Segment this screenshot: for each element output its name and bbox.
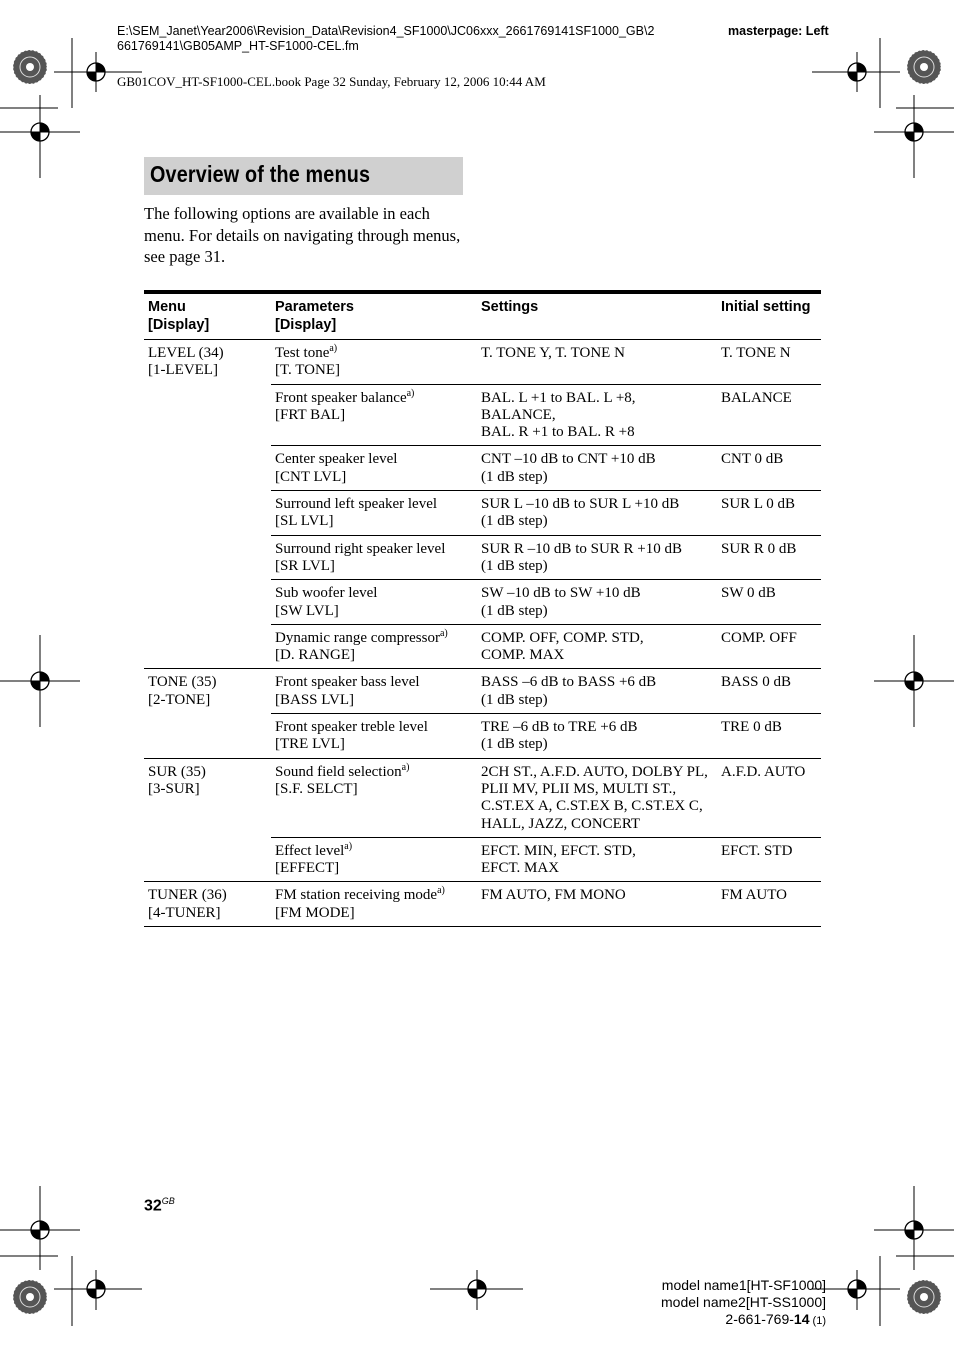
parameter-line (275, 345, 473, 362)
parameter-cell (271, 384, 477, 446)
initial-setting-cell: COMP. OFF (721, 629, 797, 646)
menu-name: LEVEL (34) (148, 345, 224, 361)
page-number-value: 32 (144, 1197, 162, 1215)
parameter-name: Sub woofer level (275, 585, 378, 602)
section-title-bar (144, 157, 463, 195)
parameter-name: Dynamic range compressor (275, 629, 440, 646)
parameter-display: [TRE LVL] (275, 736, 345, 753)
settings-line: EFCT. MAX (481, 860, 560, 877)
parameter-cell (271, 669, 477, 714)
menu-name: SUR (35) (148, 763, 206, 780)
settings-line: HALL, JAZZ, CONCERT (481, 815, 641, 832)
footnote-marker: a) (344, 840, 353, 852)
footnote-marker: a) (401, 761, 410, 773)
initial-setting-cell: SUR R 0 dB (717, 535, 821, 580)
parameter-line (275, 585, 473, 602)
settings-line: EFCT. MIN, EFCT. STD, (481, 842, 636, 859)
header-param-display: [Display] (275, 316, 337, 333)
footnote-marker: a) (406, 387, 415, 399)
settings-line: (1 dB step) (481, 468, 548, 485)
initial-setting-cell: A.F.D. AUTO (717, 758, 821, 837)
header-menu-display: [Display] (148, 316, 210, 333)
intro-paragraph: The following options are available in each menu. For details on navigating through menus, see page 31. (144, 204, 461, 266)
table-body (144, 340, 821, 927)
parameter-display: [SW LVL] (275, 602, 339, 619)
settings-line: BAL. R +1 to BAL. R +8 (481, 424, 635, 441)
footnote-marker: a) (329, 343, 338, 354)
initial-setting-cell: SUR L 0 dB (717, 491, 821, 536)
settings-cell (477, 384, 717, 446)
initial-setting-cell: EFCT. STD (721, 842, 793, 859)
parameter-line (275, 674, 473, 691)
settings-line: (1 dB step) (481, 557, 548, 574)
initial-setting-cell: BASS 0 dB (717, 669, 821, 714)
settings-line: BASS –6 dB to BASS +6 dB (481, 674, 657, 691)
settings-line: COMP. OFF, COMP. STD, (481, 629, 644, 646)
header-parameters (271, 292, 477, 340)
parameter-name: Effect level (275, 842, 345, 859)
file-path-header (117, 24, 654, 54)
settings-line: T. TONE Y, T. TONE N (481, 345, 625, 361)
menu-cell (144, 758, 271, 882)
settings-line: CNT –10 dB to CNT +10 dB (481, 451, 656, 468)
settings-cell (477, 446, 717, 491)
parameter-cell (271, 535, 477, 580)
parameter-display: [CNT LVL] (275, 468, 347, 485)
masterpage-label: masterpage: Left (728, 24, 829, 38)
part-code-suffix: (1) (809, 1315, 826, 1327)
settings-cell (477, 714, 717, 759)
table-row (144, 669, 821, 714)
parameter-line (275, 627, 473, 647)
part-code (661, 1311, 826, 1330)
parameter-cell (271, 882, 477, 927)
parameter-display: [BASS LVL] (275, 691, 355, 708)
parameter-cell (271, 340, 477, 385)
settings-cell (477, 624, 717, 669)
parameter-display: [S.F. SELCT] (275, 780, 358, 797)
parameter-name: Surround left speaker level (275, 496, 438, 513)
settings-line: C.ST.EX A, C.ST.EX B, C.ST.EX C, (481, 798, 703, 815)
table-row (144, 340, 821, 385)
initial-setting-cell: BALANCE (717, 384, 821, 446)
settings-cell (477, 535, 717, 580)
parameter-display: [FM MODE] (275, 904, 355, 921)
page-number (144, 1196, 175, 1215)
parameter-display: [D. RANGE] (275, 647, 355, 664)
parameter-name: Test tone (275, 345, 330, 361)
parameter-line (275, 541, 473, 558)
settings-line: SUR R –10 dB to SUR R +10 dB (481, 540, 683, 557)
header-menu-label: Menu (148, 299, 186, 315)
menu-name: TONE (35) (148, 674, 217, 691)
parameter-display: [T. TONE] (275, 362, 340, 379)
parameter-name: Front speaker treble level (275, 719, 428, 736)
table-header-row (144, 292, 821, 340)
parameter-cell (271, 758, 477, 837)
parameter-display: [SR LVL] (275, 557, 335, 574)
initial-setting-cell: FM AUTO (721, 887, 787, 904)
settings-line: FM AUTO, FM MONO (481, 887, 626, 904)
settings-line: (1 dB step) (481, 602, 548, 619)
footnote-marker: a) (437, 885, 445, 897)
settings-cell (477, 669, 717, 714)
parameter-line (275, 761, 473, 781)
settings-line: SW –10 dB to SW +10 dB (481, 585, 641, 602)
parameter-display: [SL LVL] (275, 513, 334, 530)
parameter-name: Front speaker bass level (275, 674, 420, 691)
settings-line: BAL. L +1 to BAL. L +8, BALANCE, (481, 389, 636, 423)
settings-line: SUR L –10 dB to SUR L +10 dB (481, 496, 680, 513)
parameter-line (275, 887, 473, 904)
menu-cell (144, 882, 271, 927)
parameter-cell (271, 624, 477, 669)
initial-setting-cell: SW 0 dB (717, 580, 821, 625)
parameter-name: Surround right speaker level (275, 540, 446, 557)
page-number-suffix: GB (161, 1196, 175, 1206)
settings-line: (1 dB step) (481, 513, 548, 530)
parameter-cell (271, 837, 477, 882)
parameter-line (275, 840, 473, 860)
parameter-name: Front speaker balance (275, 389, 407, 406)
parameter-name: FM station receiving mode (275, 887, 438, 904)
menu-cell (144, 669, 271, 758)
parameter-cell (271, 714, 477, 759)
menu-display: [3-SUR] (148, 780, 200, 797)
part-code-bold: 14 (793, 1311, 810, 1327)
parameter-line (275, 496, 473, 513)
header-param-label: Parameters (275, 299, 354, 315)
menu-name: TUNER (36) (148, 887, 227, 904)
model-name-2: model name2[HT-SS1000] (661, 1294, 826, 1310)
table-row (144, 758, 821, 837)
settings-cell (477, 340, 717, 385)
parameter-cell (271, 491, 477, 536)
parameter-display: [FRT BAL] (275, 406, 346, 423)
parameter-name: Center speaker level (275, 451, 398, 468)
parameter-display: [EFFECT] (275, 860, 340, 877)
parameter-line (275, 387, 473, 407)
model-footer (661, 1277, 826, 1330)
file-path-line-2: 661769141\GB05AMP_HT-SF1000-CEL.fm (117, 39, 359, 53)
menu-display: [4-TUNER] (148, 904, 221, 921)
menu-overview-table (144, 290, 821, 927)
footnote-marker: a) (439, 627, 448, 639)
table-row (144, 882, 821, 927)
header-settings: Settings (481, 299, 539, 315)
settings-line: (1 dB step) (481, 691, 548, 708)
parameter-cell (271, 446, 477, 491)
page-title: Overview of the menus (150, 161, 371, 187)
initial-setting-cell: CNT 0 dB (717, 446, 821, 491)
settings-cell (477, 580, 717, 625)
settings-line: COMP. MAX (481, 647, 565, 664)
menu-display: [2-TONE] (148, 691, 211, 708)
part-code-prefix: 2-661-769- (725, 1311, 794, 1327)
settings-cell (477, 758, 717, 837)
menu-display: [1-LEVEL] (148, 362, 218, 379)
settings-line: (1 dB step) (481, 736, 548, 753)
settings-line: TRE –6 dB to TRE +6 dB (481, 719, 638, 736)
parameter-name: Sound field selection (275, 763, 402, 780)
header-initial-setting: Initial setting (721, 299, 811, 315)
settings-cell (477, 882, 717, 927)
parameter-cell (271, 580, 477, 625)
settings-cell (477, 491, 717, 536)
settings-line: 2CH ST., A.F.D. AUTO, DOLBY PL, (481, 763, 708, 780)
initial-setting-cell: T. TONE N (717, 340, 821, 385)
file-path-line-1: E:\SEM_Janet\Year2006\Revision_Data\Revision4_SF1000\JC06xxx_2661769141SF1000_GB\2 (117, 24, 655, 38)
book-info: GB01COV_HT-SF1000-CEL.book Page 32 Sunday, February 12, 2006 10:44 AM (117, 74, 546, 89)
settings-cell (477, 837, 717, 882)
parameter-line (275, 451, 473, 468)
settings-line: PLII MV, PLII MS, MULTI ST., (481, 780, 677, 797)
initial-setting-cell: TRE 0 dB (721, 719, 782, 736)
header-menu (144, 292, 271, 340)
menu-cell (144, 340, 271, 669)
model-name-1: model name1[HT-SF1000] (661, 1277, 826, 1293)
parameter-line (275, 719, 473, 736)
